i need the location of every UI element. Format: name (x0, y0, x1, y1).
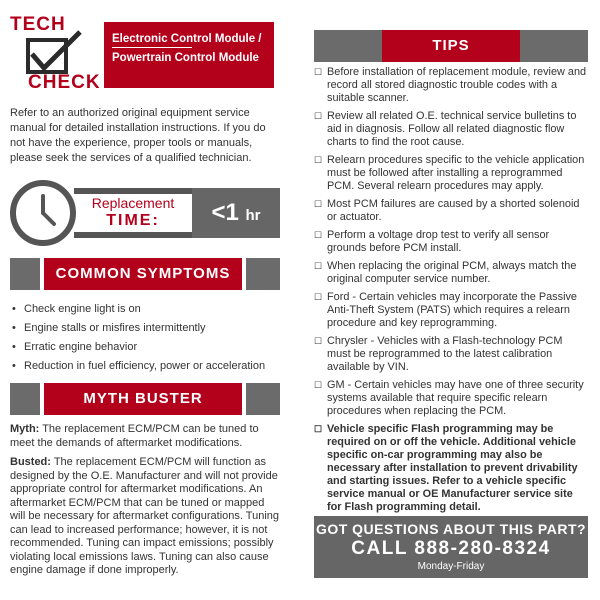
contact-phone: CALL 888-280-8324 (351, 538, 551, 559)
tech-check-logo (8, 10, 100, 96)
list-item: ☐ Vehicle specific Flash programming may be required on or off the vehicle. Additional vehicle specific on-car programming may also be necessary after installation to prevent drivability and starting issues. Refer to a vehicle specific service manual or OE Manufacturer service site for Flash programming detail. (314, 423, 578, 513)
symptoms-banner (10, 258, 280, 290)
symptoms-heading: COMMON SYMPTOMS (44, 258, 242, 290)
product-title-line1: Electronic Control Module / (112, 33, 262, 45)
list-item: ☐ Ford - Certain vehicles may incorporate the Passive Anti-Theft System (PATS) which requires a relearn procedure and key reprogramming. (314, 291, 577, 329)
list-item: ☐ When replacing the original PCM, always match the original computer service number. (314, 260, 577, 285)
contact-hours: Monday-Friday (417, 561, 485, 572)
myth-buster-heading: MYTH BUSTER (44, 383, 242, 415)
right-column (300, 0, 600, 600)
list-item: ☐ Before installation of replacement module, review and record all stored diagnostic trouble codes with a suitable scanner. (314, 66, 587, 104)
clock-icon (10, 180, 76, 246)
list-item: ☐ Review all related O.E. technical service bulletins to aid in diagnosis. Follow all related diagnostic flow charts to find the root cause. (314, 110, 577, 148)
contact-box (314, 516, 588, 578)
list-item: ☐ Perform a voltage drop test to verify all sensor grounds before PCM install. (314, 229, 550, 254)
myth-buster-text (10, 423, 282, 584)
myth-buster-banner (10, 383, 280, 415)
list-item: ☐ Relearn procedures specific to the vehicle application must be followed after installing a reprogrammed PCM. Several relearn procedures may apply. (314, 154, 585, 192)
title-divider (112, 47, 192, 48)
list-item: ☐ Most PCM failures are caused by a shorted solenoid or actuator. (314, 198, 580, 223)
tips-list (314, 66, 588, 519)
list-item: • Check engine light is on (12, 303, 141, 315)
symptoms-list (12, 300, 282, 376)
contact-question: GOT QUESTIONS ABOUT THIS PART? (315, 521, 587, 537)
myth-paragraph: Myth: The replacement ECM/PCM can be tuned to meet the demands of aftermarket modifications. (10, 423, 259, 449)
intro-text: Refer to an authorized original equipment service manual for detailed installation instructions. If you do not have the experience, proper tools or manuals, please seek the services of a qualified technician. (10, 107, 266, 164)
replacement-label: Replacement (91, 195, 175, 211)
time-label: TIME: (106, 212, 160, 229)
list-item: ☐ GM - Certain vehicles may have one of three security systems available that require specific relearn procedures when replacing the PCM. (314, 379, 584, 417)
list-item: • Reduction in fuel efficiency, power or acceleration (12, 360, 266, 372)
list-item: • Engine stalls or misfires intermittently (12, 322, 206, 334)
tips-banner (314, 30, 588, 62)
replacement-time-label (74, 188, 192, 238)
logo-word-check: CHECK (28, 72, 101, 93)
logo-word-tech: TECH (10, 14, 66, 35)
product-title-line2: Powertrain Control Module (112, 52, 259, 64)
list-item: • Erratic engine behavior (12, 341, 138, 353)
busted-paragraph: Busted: The replacement ECM/PCM will function as designed by the O.E. Manufacturer and will not provide appropriate control for aftermarket modifications. An aftermarket ECM/PCM that can be tuned or mapped will be necessary for aftermarket configurations. Tuning can lead to increased performance; however, it is not recommended. Tuning can impact emissions; possibly violating local emissions laws. Tuning can also cause engine damage if done improperly. (10, 456, 280, 576)
replacement-time (8, 180, 280, 246)
product-title-box (104, 22, 274, 88)
replacement-time-value (192, 188, 280, 238)
time-unit: hr (245, 207, 261, 224)
list-item: ☐ Chrysler - Vehicles with a Flash-technology PCM must be reprogrammed to the latest calibration available by VIN. (314, 335, 563, 373)
time-value: <1 (211, 199, 239, 226)
tips-heading: TIPS (382, 30, 520, 62)
